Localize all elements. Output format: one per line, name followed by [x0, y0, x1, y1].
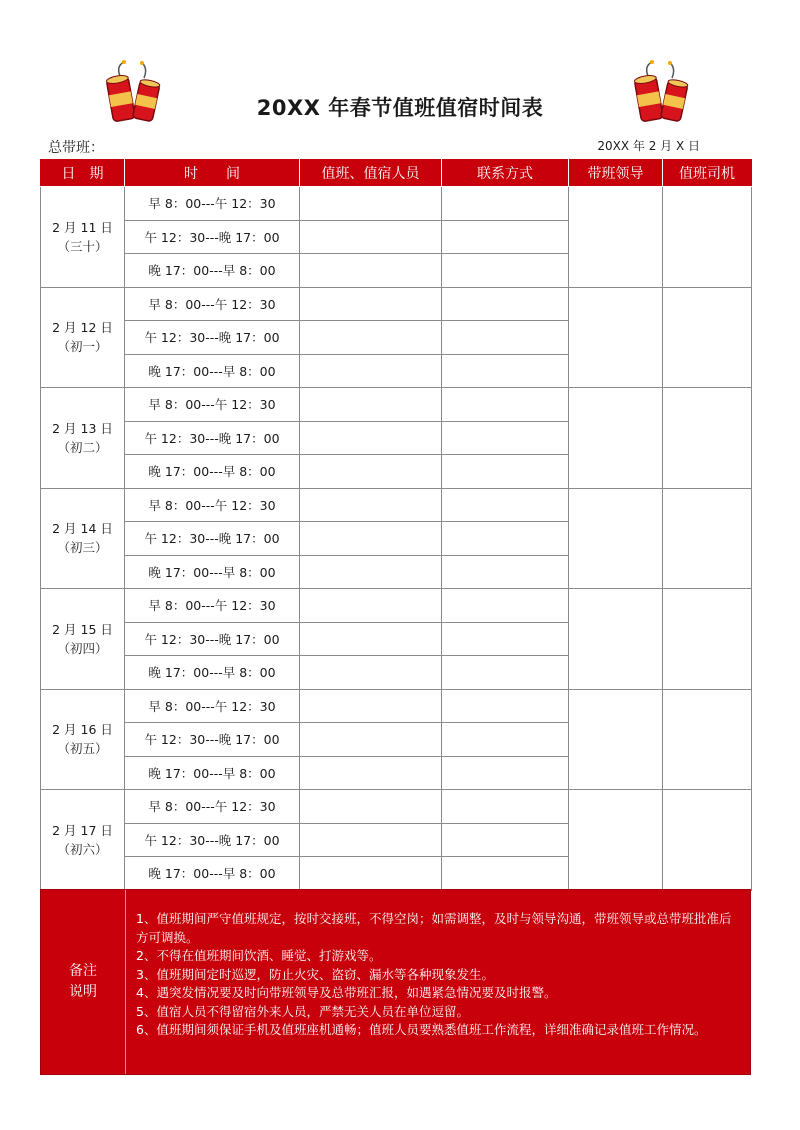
staff-cell[interactable]	[300, 220, 442, 254]
driver-cell[interactable]	[663, 388, 752, 489]
header-staff: 值班、值宿人员	[300, 160, 442, 187]
leader-label: 总带班：	[48, 140, 104, 156]
staff-cell[interactable]	[300, 321, 442, 355]
lunar-date-label: （初五）	[57, 741, 108, 757]
time-slot: 早 8：00---午 12：30	[125, 187, 300, 221]
lunar-date-label: （初三）	[57, 540, 108, 556]
time-slot: 午 12：30---晚 17：00	[125, 723, 300, 757]
note-item: 6、值班期间须保证手机及值班座机通畅；值班人员要熟悉值班工作流程，详细准确记录值班工作情况。	[136, 1022, 707, 1037]
notes-label: 备注 说明	[41, 890, 126, 1074]
leader-cell[interactable]	[569, 187, 663, 288]
lunar-date-label: （初六）	[57, 841, 108, 857]
leader-cell[interactable]	[569, 488, 663, 589]
contact-cell[interactable]	[442, 522, 569, 556]
leader-cell[interactable]	[569, 689, 663, 790]
date-cell	[41, 187, 125, 288]
schedule-table	[40, 159, 752, 891]
staff-cell[interactable]	[300, 287, 442, 321]
contact-cell[interactable]	[442, 589, 569, 623]
contact-cell[interactable]	[442, 321, 569, 355]
contact-cell[interactable]	[442, 823, 569, 857]
contact-cell[interactable]	[442, 287, 569, 321]
contact-cell[interactable]	[442, 488, 569, 522]
driver-cell[interactable]	[663, 790, 752, 891]
header-contact: 联系方式	[442, 160, 569, 187]
date-label: 2 月 13 日	[52, 420, 113, 436]
contact-cell[interactable]	[442, 790, 569, 824]
date-label: 2 月 12 日	[52, 320, 113, 336]
time-slot: 晚 17：00---早 8：00	[125, 756, 300, 790]
table-row	[41, 790, 752, 824]
time-slot: 午 12：30---晚 17：00	[125, 220, 300, 254]
leader-cell[interactable]	[569, 287, 663, 388]
time-slot: 早 8：00---午 12：30	[125, 488, 300, 522]
contact-cell[interactable]	[442, 555, 569, 589]
table-header-row	[41, 160, 752, 187]
table-row	[41, 388, 752, 422]
driver-cell[interactable]	[663, 589, 752, 690]
time-slot: 晚 17：00---早 8：00	[125, 656, 300, 690]
staff-cell[interactable]	[300, 388, 442, 422]
date-cell	[41, 388, 125, 489]
header-date: 日 期	[41, 160, 125, 187]
staff-cell[interactable]	[300, 823, 442, 857]
date-cell	[41, 689, 125, 790]
driver-cell[interactable]	[663, 689, 752, 790]
leader-cell[interactable]	[569, 790, 663, 891]
table-row	[41, 187, 752, 221]
contact-cell[interactable]	[442, 622, 569, 656]
driver-cell[interactable]	[663, 488, 752, 589]
time-slot: 早 8：00---午 12：30	[125, 287, 300, 321]
contact-cell[interactable]	[442, 187, 569, 221]
lunar-date-label: （初四）	[57, 640, 108, 656]
lunar-date-label: （初二）	[57, 439, 108, 455]
time-slot: 晚 17：00---早 8：00	[125, 455, 300, 489]
contact-cell[interactable]	[442, 857, 569, 891]
page-title: 20XX 年春节值班值宿时间表	[256, 96, 544, 120]
time-slot: 午 12：30---晚 17：00	[125, 622, 300, 656]
leader-cell[interactable]	[569, 388, 663, 489]
document-date: 20XX 年 2 月 X 日	[597, 139, 700, 153]
staff-cell[interactable]	[300, 354, 442, 388]
contact-cell[interactable]	[442, 254, 569, 288]
time-slot: 早 8：00---午 12：30	[125, 388, 300, 422]
contact-cell[interactable]	[442, 723, 569, 757]
note-item: 3、值班期间定时巡逻，防止火灾、盗窃、漏水等各种现象发生。	[136, 966, 494, 982]
driver-cell[interactable]	[663, 187, 752, 288]
note-item: 5、值宿人员不得留宿外来人员，严禁无关人员在单位逗留。	[136, 1003, 469, 1019]
staff-cell[interactable]	[300, 857, 442, 891]
leader-cell[interactable]	[569, 589, 663, 690]
contact-cell[interactable]	[442, 455, 569, 489]
date-label: 2 月 17 日	[52, 822, 113, 838]
staff-cell[interactable]	[300, 488, 442, 522]
staff-cell[interactable]	[300, 254, 442, 288]
note-item: 2、不得在值班期间饮酒、睡觉、打游戏等。	[136, 948, 382, 963]
date-cell	[41, 790, 125, 891]
date-label: 2 月 16 日	[52, 722, 113, 738]
time-slot: 晚 17：00---早 8：00	[125, 857, 300, 891]
table-row	[41, 589, 752, 623]
staff-cell[interactable]	[300, 522, 442, 556]
contact-cell[interactable]	[442, 689, 569, 723]
date-cell	[41, 287, 125, 388]
time-slot: 早 8：00---午 12：30	[125, 790, 300, 824]
time-slot: 午 12：30---晚 17：00	[125, 823, 300, 857]
lunar-date-label: （三十）	[57, 238, 108, 254]
contact-cell[interactable]	[442, 388, 569, 422]
staff-cell[interactable]	[300, 622, 442, 656]
table-row	[41, 689, 752, 723]
notes-section	[40, 889, 751, 1075]
header-leader: 带班领导	[569, 160, 663, 187]
contact-cell[interactable]	[442, 756, 569, 790]
driver-cell[interactable]	[663, 287, 752, 388]
staff-cell[interactable]	[300, 689, 442, 723]
date-label: 2 月 14 日	[52, 521, 113, 537]
schedule-body	[41, 187, 752, 891]
time-slot: 早 8：00---午 12：30	[125, 589, 300, 623]
time-slot: 午 12：30---晚 17：00	[125, 522, 300, 556]
notes-body	[126, 890, 750, 1074]
note-item: 1、值班期间严守值班规定，按时交接班，不得空岗；如需调整，及时与领导沟通，带班领导或总带班批准后方可调换。	[136, 911, 732, 945]
staff-cell[interactable]	[300, 723, 442, 757]
time-slot: 午 12：30---晚 17：00	[125, 321, 300, 355]
time-slot: 午 12：30---晚 17：00	[125, 421, 300, 455]
table-row	[41, 287, 752, 321]
date-cell	[41, 589, 125, 690]
lunar-date-label: （初一）	[57, 339, 108, 355]
staff-cell[interactable]	[300, 187, 442, 221]
header-driver: 值班司机	[663, 160, 752, 187]
staff-cell[interactable]	[300, 455, 442, 489]
table-row	[41, 488, 752, 522]
contact-cell[interactable]	[442, 220, 569, 254]
date-label: 2 月 11 日	[52, 219, 113, 235]
contact-cell[interactable]	[442, 656, 569, 690]
contact-cell[interactable]	[442, 421, 569, 455]
staff-cell[interactable]	[300, 555, 442, 589]
staff-cell[interactable]	[300, 656, 442, 690]
staff-cell[interactable]	[300, 790, 442, 824]
note-item: 4、遇突发情况要及时向带班领导及总带班汇报，如遇紧急情况要及时报警。	[136, 985, 557, 1000]
time-slot: 晚 17：00---早 8：00	[125, 254, 300, 288]
time-slot: 晚 17：00---早 8：00	[125, 354, 300, 388]
time-slot: 晚 17：00---早 8：00	[125, 555, 300, 589]
time-slot: 早 8：00---午 12：30	[125, 689, 300, 723]
header-time: 时 间	[125, 160, 300, 187]
staff-cell[interactable]	[300, 589, 442, 623]
staff-cell[interactable]	[300, 421, 442, 455]
date-label: 2 月 15 日	[52, 621, 113, 637]
contact-cell[interactable]	[442, 354, 569, 388]
staff-cell[interactable]	[300, 756, 442, 790]
date-cell	[41, 488, 125, 589]
